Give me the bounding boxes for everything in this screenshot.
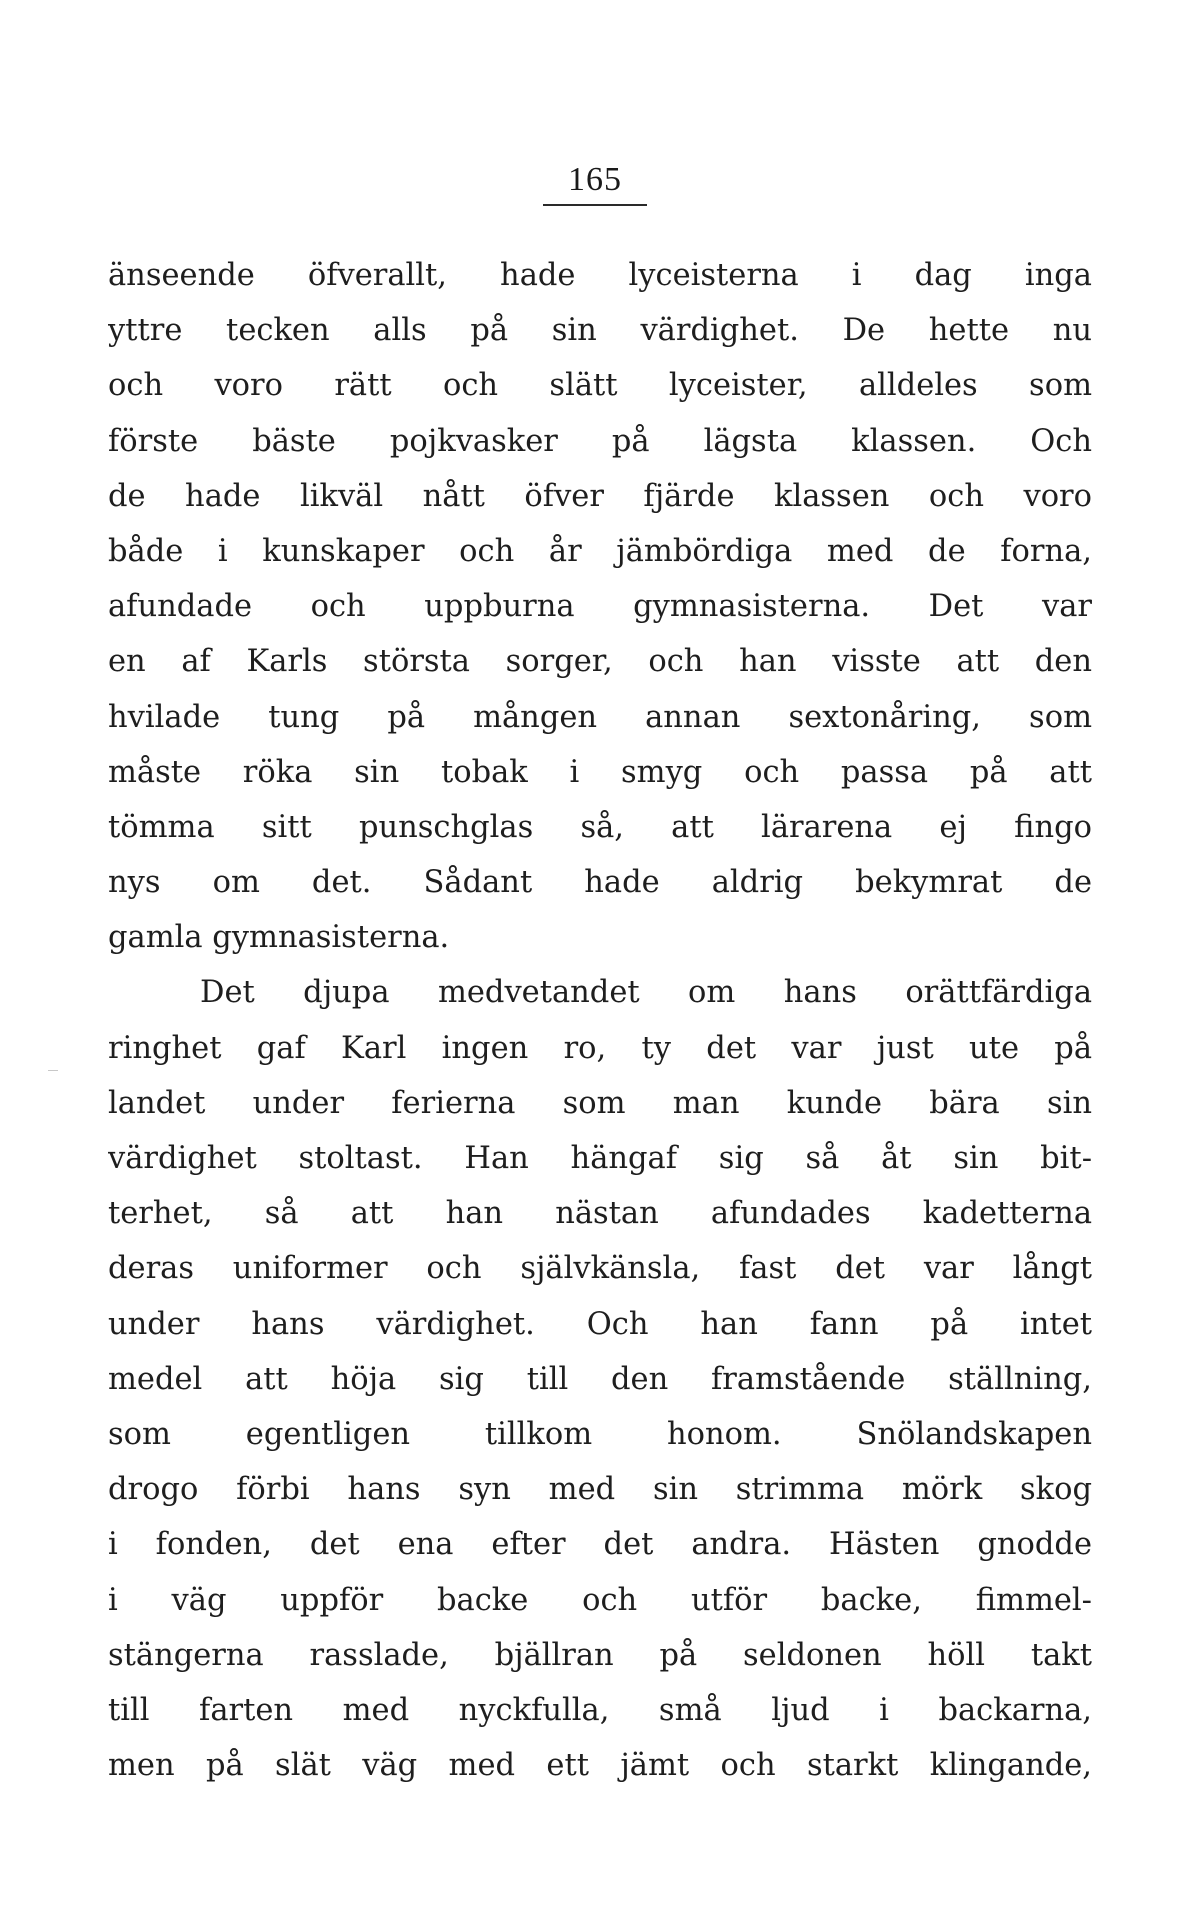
text-line: Det djupa medvetandet om hans orättfärdiga	[200, 975, 1092, 1011]
text-line: nys om det. Sådant hade aldrig bekymrat de	[108, 865, 1092, 901]
text-line: hvilade tung på mången annan sextonåring, som	[108, 699, 1092, 735]
text-line: afundade och uppburna gymnasisterna. Det var	[108, 589, 1092, 625]
text-line: de hade likväl nått öfver fjärde klassen och voro	[108, 478, 1092, 514]
text-line: till farten med nyckfulla, små ljud i backarna,	[108, 1692, 1092, 1728]
text-line: terhet, så att han nästan afundades kadetterna	[108, 1196, 1092, 1232]
text-line: yttre tecken alls på sin värdighet. De hette nu	[108, 313, 1092, 349]
text-line: deras uniformer och självkänsla, fast det var långt	[108, 1251, 1092, 1287]
text-line: men på slät väg med ett jämt och starkt klingande,	[108, 1748, 1092, 1784]
text-line: förste bäste pojkvasker på lägsta klassen. Och	[108, 423, 1092, 459]
text-line: måste röka sin tobak i smyg och passa på att	[108, 754, 1092, 790]
text-line: och voro rätt och slätt lyceister, alldeles som	[108, 368, 1092, 404]
text-line: landet under ferierna som man kunde bära sin	[108, 1085, 1092, 1121]
text-line: medel att höja sig till den framstående ställning,	[108, 1361, 1092, 1397]
text-line: i fonden, det ena efter det andra. Hästen gnodde	[108, 1527, 1092, 1563]
text-line: änseende öfverallt, hade lyceisterna i dag inga	[108, 258, 1092, 293]
text-line: stängerna rasslade, bjällran på seldonen höll takt	[108, 1637, 1092, 1673]
text-line: tömma sitt punschglas så, att lärarena ej fingo	[108, 809, 1092, 845]
text-line: gamla gymnasisterna.	[108, 920, 450, 956]
text-line: ringhet gaf Karl ingen ro, ty det var just ute på	[108, 1030, 1092, 1066]
page-number: 165	[568, 161, 622, 198]
margin-mark	[48, 1070, 58, 1071]
text-line: en af Karls största sorger, och han visste att den	[108, 644, 1092, 680]
text-line: värdighet stoltast. Han hängaf sig så åt sin bit-	[108, 1141, 1092, 1176]
text-line: drogo förbi hans syn med sin strimma mörk skog	[108, 1472, 1092, 1508]
body-text	[108, 248, 1092, 1793]
text-line: under hans värdighet. Och han fann på intet	[108, 1306, 1092, 1342]
header-rule	[543, 204, 647, 206]
text-line: i väg uppför backe och utför backe, fimmel-	[108, 1582, 1092, 1618]
page-header	[540, 160, 650, 206]
text-line: som egentligen tillkom honom. Snölandskapen	[108, 1416, 1092, 1452]
text-line: både i kunskaper och år jämbördiga med de forna,	[108, 533, 1092, 569]
